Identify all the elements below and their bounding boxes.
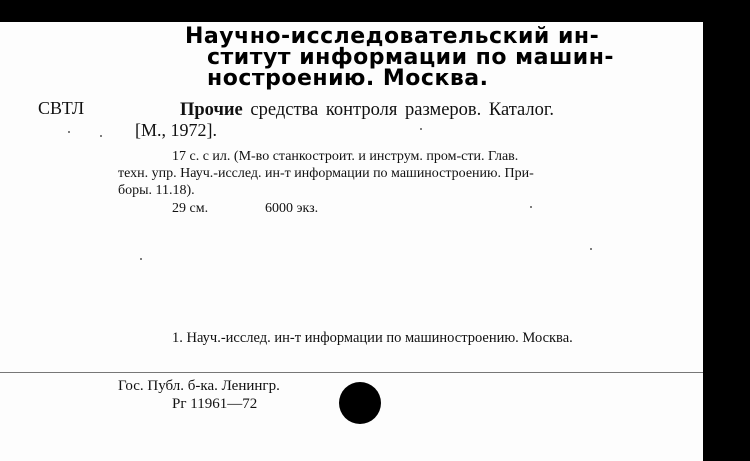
speck xyxy=(140,258,142,260)
handwritten-line-2: ститут информации по машин- xyxy=(207,45,615,70)
subject-entry: 1. Науч.-исслед. ин-т информации по машиностроению. Москва. xyxy=(172,330,573,346)
divider-line xyxy=(0,372,703,373)
title-rest: средства контроля размеров. Каталог. xyxy=(250,100,555,120)
registration-number: Рг 11961—72 xyxy=(172,396,258,412)
call-number: СВТЛ xyxy=(38,98,85,118)
speck xyxy=(420,128,422,130)
size-note: 29 см. xyxy=(172,201,209,216)
collation-line-1: 17 с. с ил. (М-во станкостроит. и инструм. пром-сти. Глав. xyxy=(172,149,519,164)
copies-note: 6000 экз. xyxy=(265,201,319,216)
speck xyxy=(530,206,532,208)
speck xyxy=(68,131,70,133)
handwritten-line-1: Научно-исследовательский ин- xyxy=(185,24,600,49)
library-name: Гос. Публ. б-ка. Ленингр. xyxy=(118,378,280,394)
speck xyxy=(590,248,592,250)
ink-blot xyxy=(339,382,381,424)
publication-info: [М., 1972]. xyxy=(135,120,217,140)
title-statement xyxy=(180,100,554,121)
handwritten-line-3: ностроению. Москва. xyxy=(207,66,489,91)
card-top-edge xyxy=(0,0,703,22)
collation-line-2: техн. упр. Науч.-исслед. ин-т информации по машиностроению. При- xyxy=(118,166,534,181)
title-first-word: Прочие xyxy=(180,100,243,120)
speck xyxy=(100,135,102,137)
collation-line-3: боры. 11.18). xyxy=(118,183,195,198)
handwritten-heading xyxy=(185,26,703,89)
